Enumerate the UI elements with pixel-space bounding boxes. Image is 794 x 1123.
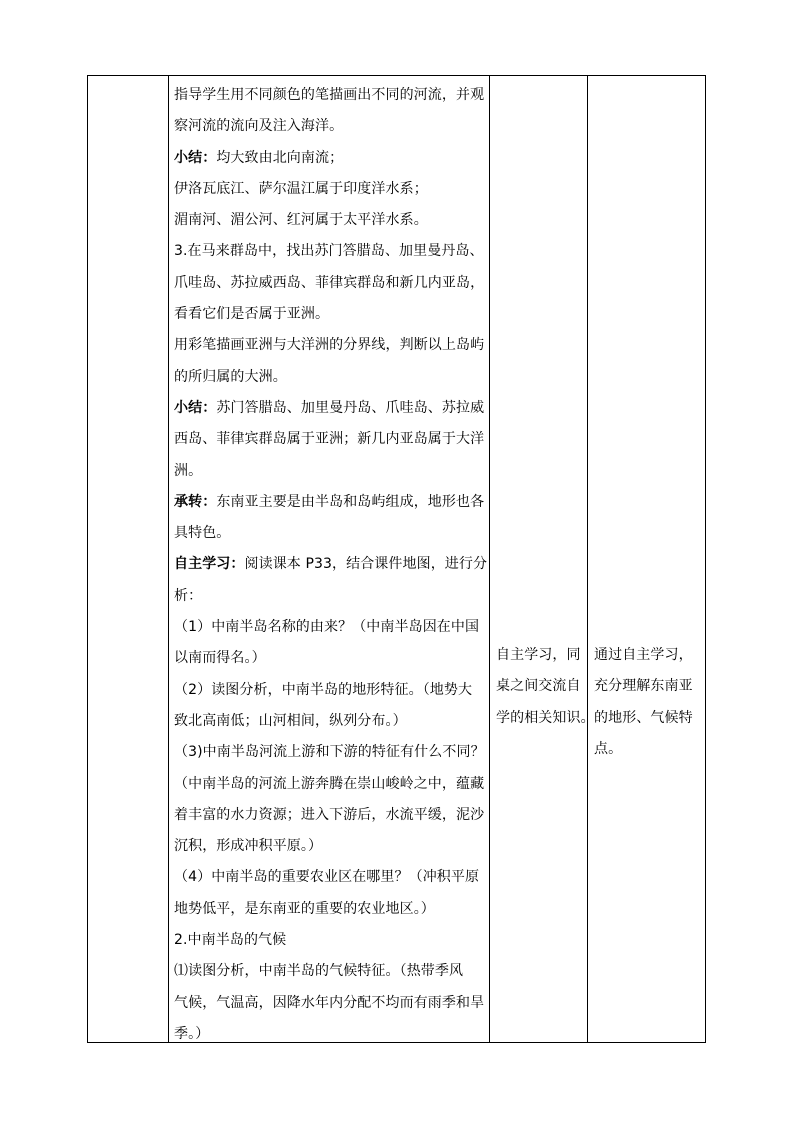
line-text: 的所归属的大洲。 [174,368,287,385]
line-text: （中南半岛的河流上游奔腾在崇山峻岭之中，蕴藏 [174,775,485,792]
text-line [170,1019,482,1050]
line-text: 均大致由北向南流； [216,149,344,166]
line-text: 西岛、菲律宾群岛属于亚洲；新几内亚岛属于大洋 [174,431,485,448]
student-activity-cell [490,640,595,734]
line-text: 阅读课本 P33，结合课件地图，进行分 [244,556,488,573]
text-line [170,174,482,205]
text-line [170,956,482,987]
text-line [170,111,482,142]
text-line [170,456,482,487]
line-text: ⑴读图分析，中南半岛的气候特征。（热带季风 [174,963,464,980]
line-text: 看看它们是否属于亚洲。 [174,306,330,323]
text-line [170,675,482,706]
text-line [170,549,488,580]
line-text: 指导学生用不同颜色的笔描画出不同的河流，并观 [174,87,485,103]
text-line: 自主学习，同 [496,647,581,663]
line-text: 东南亚主要是由半岛和岛屿组成，地形也各 [216,493,485,510]
line-text: 2.中南半岛的气候 [174,932,287,949]
line-text: （2）读图分析，中南半岛的地形特征。（地势大 [174,681,473,698]
text-line [170,362,482,393]
line-text: 致北高南低；山河相间，纵列分布。） [174,712,407,729]
line-text: 季。） [174,1025,210,1042]
line-text: 具特色。 [174,525,231,542]
text-line: 的地形、气候特 [594,709,693,726]
line-text: 湄南河、湄公河、红河属于太平洋水系。 [174,212,428,229]
line-text: （1）中南半岛名称的由来？（中南半岛因在中国 [174,619,480,636]
text-line [170,299,482,330]
bold-label: 小结： [174,149,217,166]
text-line [170,80,485,111]
text-line: 充分理解东南亚 [594,678,693,695]
line-text: 气候，气温高，因降水年内分配不均而有雨季和旱 [174,994,485,1011]
line-text: （4）中南半岛的重要农业区在哪里？（冲积平原 [174,869,480,886]
bold-label: 自主学习： [174,556,245,573]
column-divider [168,76,169,1042]
text-line [170,643,482,674]
line-text: 洲。 [174,462,203,479]
text-line [170,205,482,236]
line-text: 析： [174,587,203,604]
line-text: 用彩笔描画亚洲与大洋洲的分界线，判断以上岛屿 [174,337,485,354]
teaching-process-cell [170,80,488,1050]
line-text: 察河流的流向及注入海洋。 [174,118,344,135]
line-text: 以南而得名。） [174,650,266,667]
line-text: （3)中南半岛河流上游和下游的特征有什么不同？ [174,744,485,761]
column-divider [489,76,490,1042]
text-line [170,487,485,518]
text-line [170,330,485,361]
text-line [170,988,485,1019]
text-line: 桌之间交流自 [496,678,581,695]
text-line [170,706,482,737]
text-line [170,268,485,299]
line-text: 沉积，形成冲积平原。） [174,838,323,855]
text-line: 学的相关知识。 [496,709,595,726]
line-text: 着丰富的水力资源；进入下游后，水流平缓，泥沙 [174,806,485,823]
bold-label: 小结： [174,399,217,416]
text-line [170,769,485,800]
text-line: 点。 [594,740,623,757]
design-intent-cell [588,640,706,765]
line-text: 地势低平，是东南亚的重要的农业地区。） [174,900,435,917]
text-line [170,894,482,925]
text-line [170,424,485,455]
text-line [170,612,482,643]
text-line [170,236,482,267]
text-line [170,143,482,174]
lesson-table [87,75,706,1043]
text-line [170,862,482,893]
line-text: 爪哇岛、苏拉威西岛、菲律宾群岛和新几内亚岛， [174,274,485,291]
bold-label: 承转： [174,493,217,510]
text-line [170,518,482,549]
line-text: 伊洛瓦底江、萨尔温江属于印度洋水系； [174,180,428,197]
text-line [170,737,485,768]
text-line [170,831,482,862]
text-line [170,393,485,424]
column-divider [587,76,588,1042]
line-text: 苏门答腊岛、加里曼丹岛、爪哇岛、苏拉威 [216,399,485,416]
line-text: 3.在马来群岛中，找出苏门答腊岛、加里曼丹岛、 [174,243,484,260]
text-line [170,925,482,956]
text-line [170,581,482,612]
text-line [170,800,485,831]
text-line: 通过自主学习， [594,647,693,663]
